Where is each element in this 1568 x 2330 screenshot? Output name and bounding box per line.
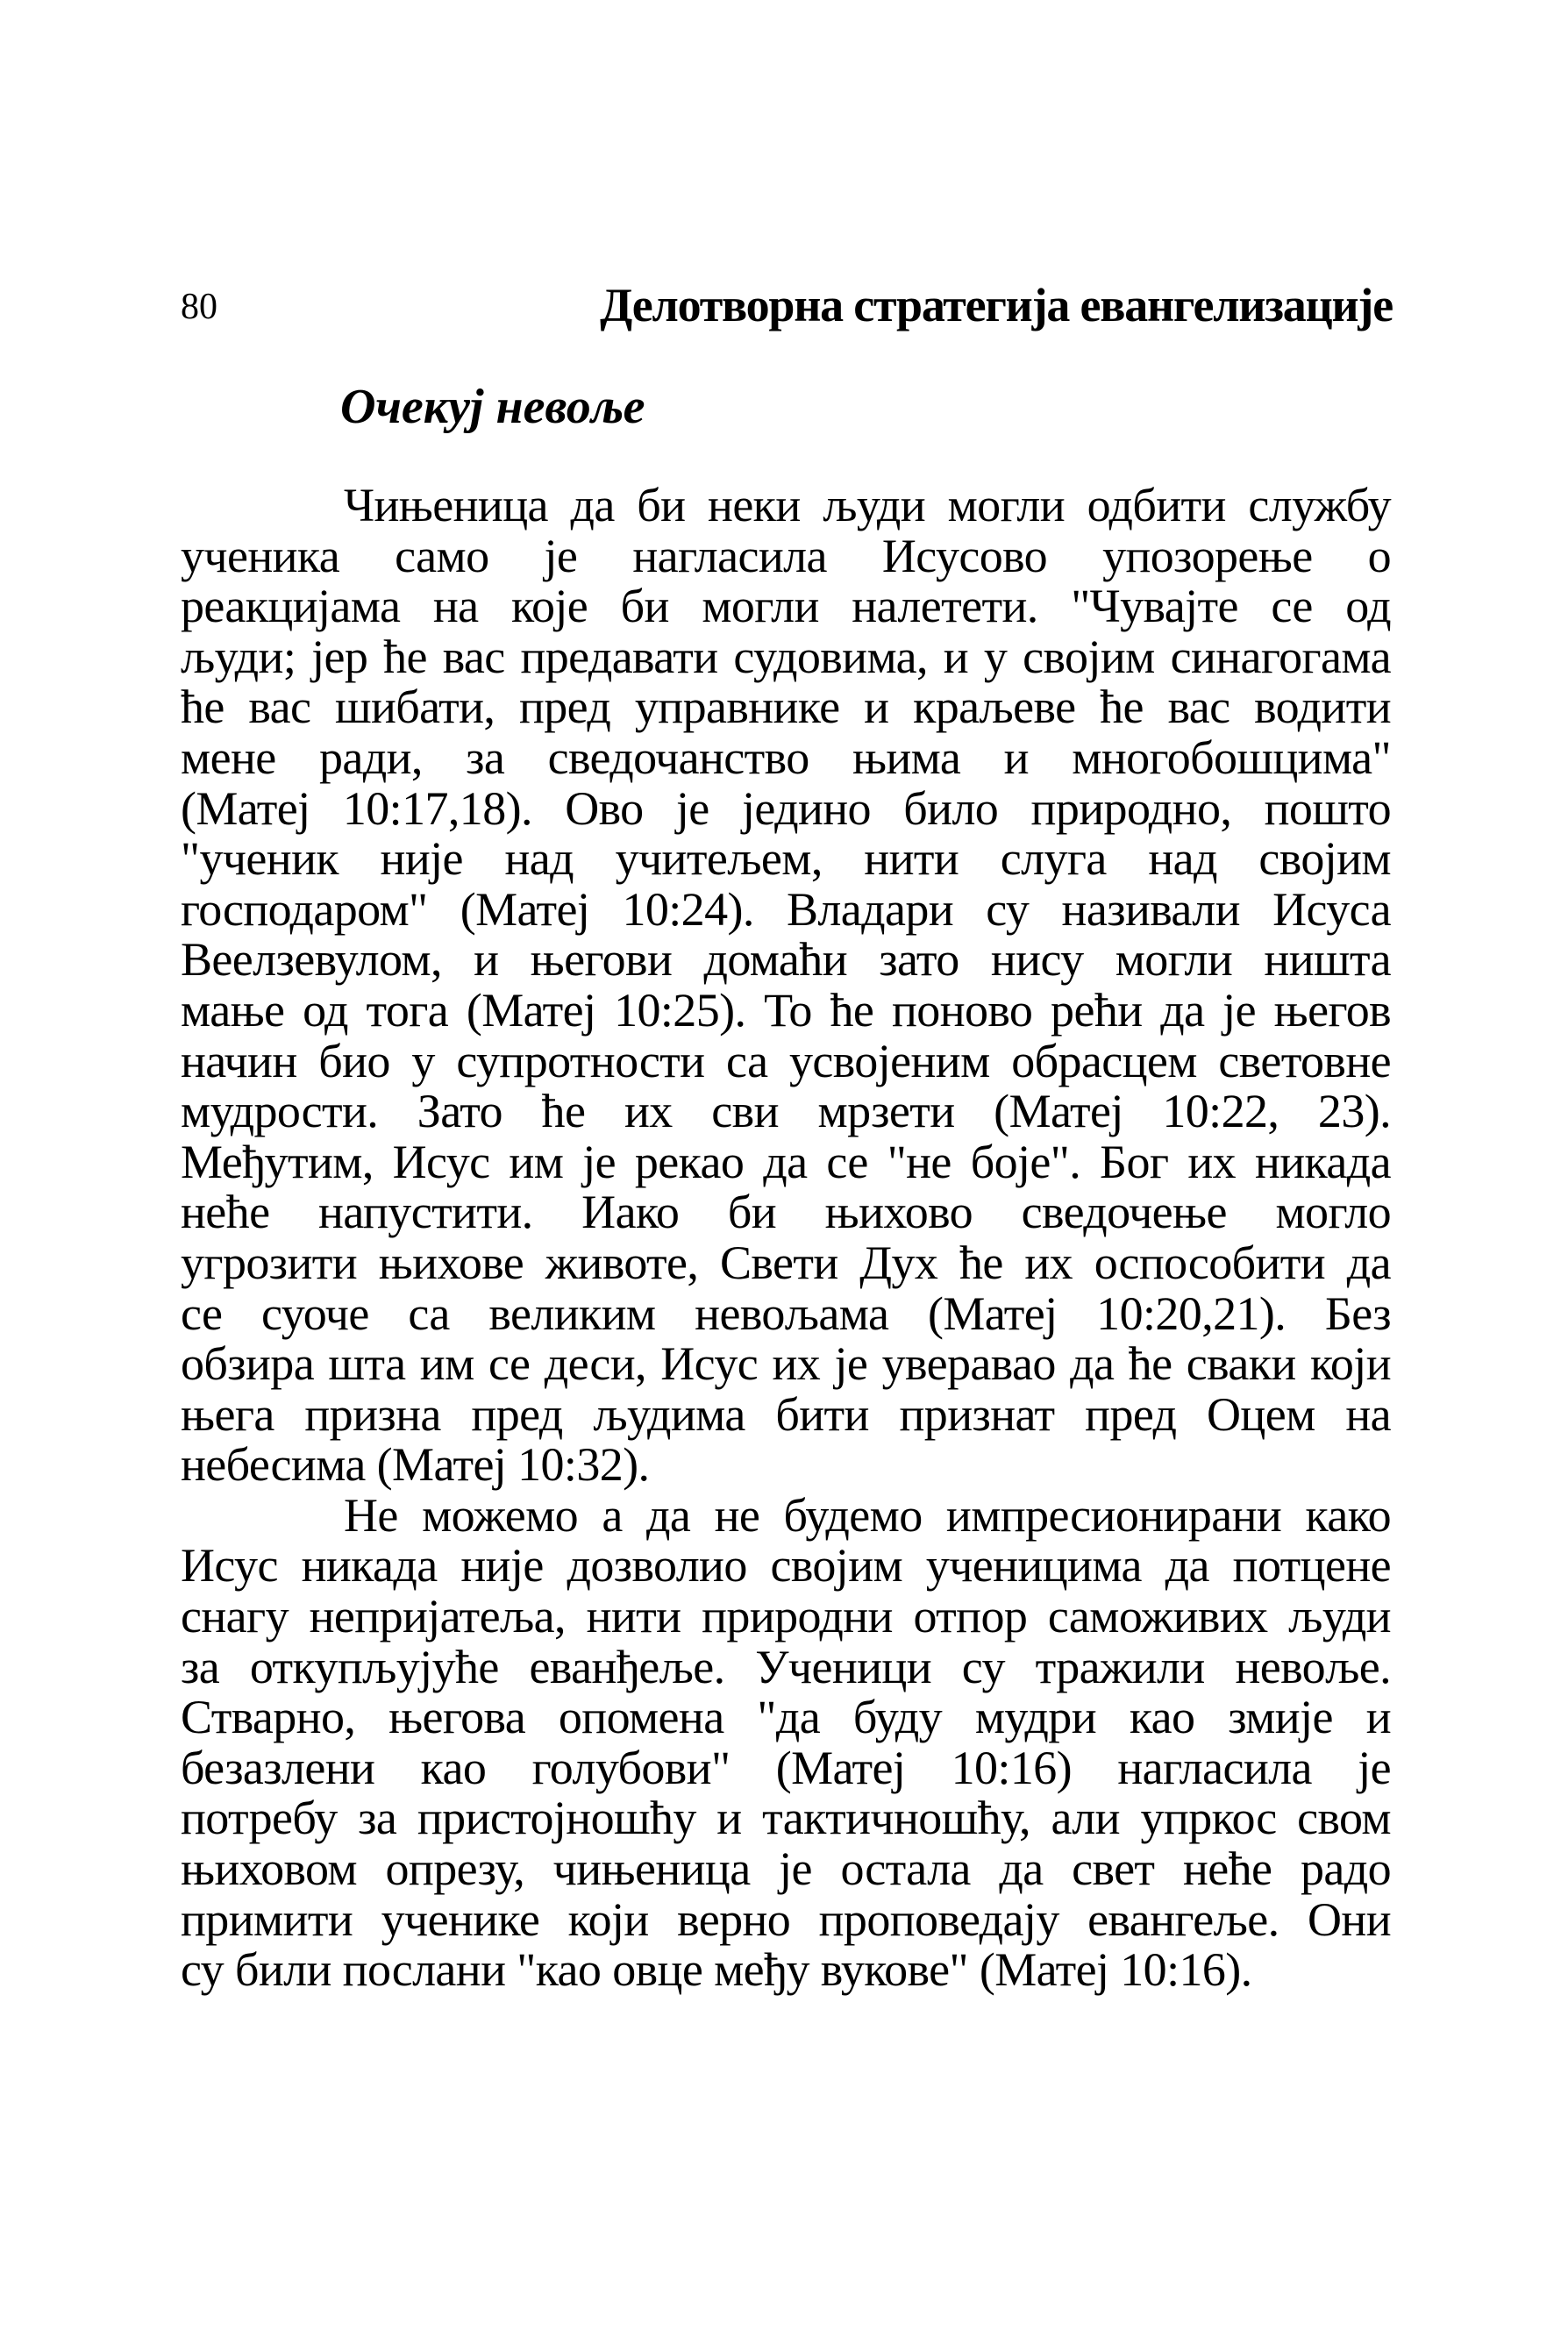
text-line: неће напустити. Иако би њихово сведочење могло	[181, 1186, 1391, 1239]
text-line: угрозити њихове животе, Свети Дух ће их оспособити да	[181, 1236, 1391, 1289]
text-line: примити ученике који верно проповедају евангеље. Они	[181, 1892, 1391, 1946]
text-line: реакцијама на које би могли налетети. "Чувајте се од	[181, 580, 1391, 633]
text-line: Међутим, Исус им је рекао да се "не боје". Бог их никада	[181, 1135, 1391, 1188]
text-line: Чињеница да би неки људи могли одбити службу	[344, 479, 1391, 531]
text-line: ученика само је нагласила Исусово упозорење о	[181, 529, 1391, 582]
body-text	[181, 481, 1391, 1996]
text-line: њиховом опрезу, чињеница је остала да свет неће радо	[181, 1842, 1391, 1896]
text-line: мене ради, за сведочанство њима и многобошцима"	[181, 730, 1391, 784]
paragraph	[181, 1488, 1391, 1997]
text-line: су били послани "као овце међу вукове" (Матеј 10:16).	[181, 1943, 1252, 1997]
running-title: Делотворна стратегија евангелизације	[600, 279, 1393, 331]
text-line: људи; јер ће вас предавати судовима, и у својим синагогама	[181, 630, 1391, 683]
text-line: обзира шта им се деси, Исус их је уверавао да ће сваки који	[181, 1337, 1391, 1391]
text-line: ће вас шибати, пред управнике и краљеве ће вас водити	[181, 680, 1391, 734]
text-line: мудрости. Зато ће их сви мрзети (Матеј 10:22, 23).	[181, 1085, 1391, 1138]
text-line: Стварно, његова опомена "да буду мудри као змије и	[181, 1691, 1391, 1744]
text-line: мање од тога (Матеј 10:25). То ће поново рећи да је његов	[181, 983, 1391, 1037]
text-line: "ученик није над учитељем, нити слуга над својим	[181, 832, 1391, 886]
text-line: њега призна пред људима бити признат пред Оцем на	[181, 1387, 1391, 1441]
text-line: снагу непријатеља, нити природни отпор саможивих људи	[181, 1590, 1391, 1643]
text-line: Не можемо а да не будемо импресионирани како	[344, 1488, 1391, 1542]
text-line: небесима (Матеј 10:32).	[181, 1438, 650, 1492]
page-number: 80	[181, 287, 217, 327]
text-line: за откупљујуће еванђеље. Ученици су тражили невоље.	[181, 1640, 1391, 1693]
section-heading: Очекуј невоље	[340, 380, 645, 434]
text-line: Исус никада није дозволио својим ученицима да потцене	[181, 1539, 1391, 1593]
text-line: безазлени као голубови" (Матеј 10:16) нагласила је	[181, 1741, 1391, 1794]
text-line: начин био у супротности са усвојеним обрасцем световне	[181, 1034, 1391, 1087]
text-line: потребу за пристојношћу и тактичношћу, али упркос свом	[181, 1792, 1391, 1845]
text-line: (Матеј 10:17,18). Ово је једино било природно, пошто	[181, 781, 1391, 835]
text-line: господаром" (Матеј 10:24). Владари су називали Исуса	[181, 882, 1391, 936]
text-line: Веелзевулом, и његови домаћи зато нису могли ништа	[181, 933, 1391, 987]
text-line: се суоче са великим невољама (Матеј 10:20,21). Без	[181, 1286, 1391, 1340]
paragraph	[181, 481, 1391, 1491]
page-header	[181, 279, 1393, 331]
